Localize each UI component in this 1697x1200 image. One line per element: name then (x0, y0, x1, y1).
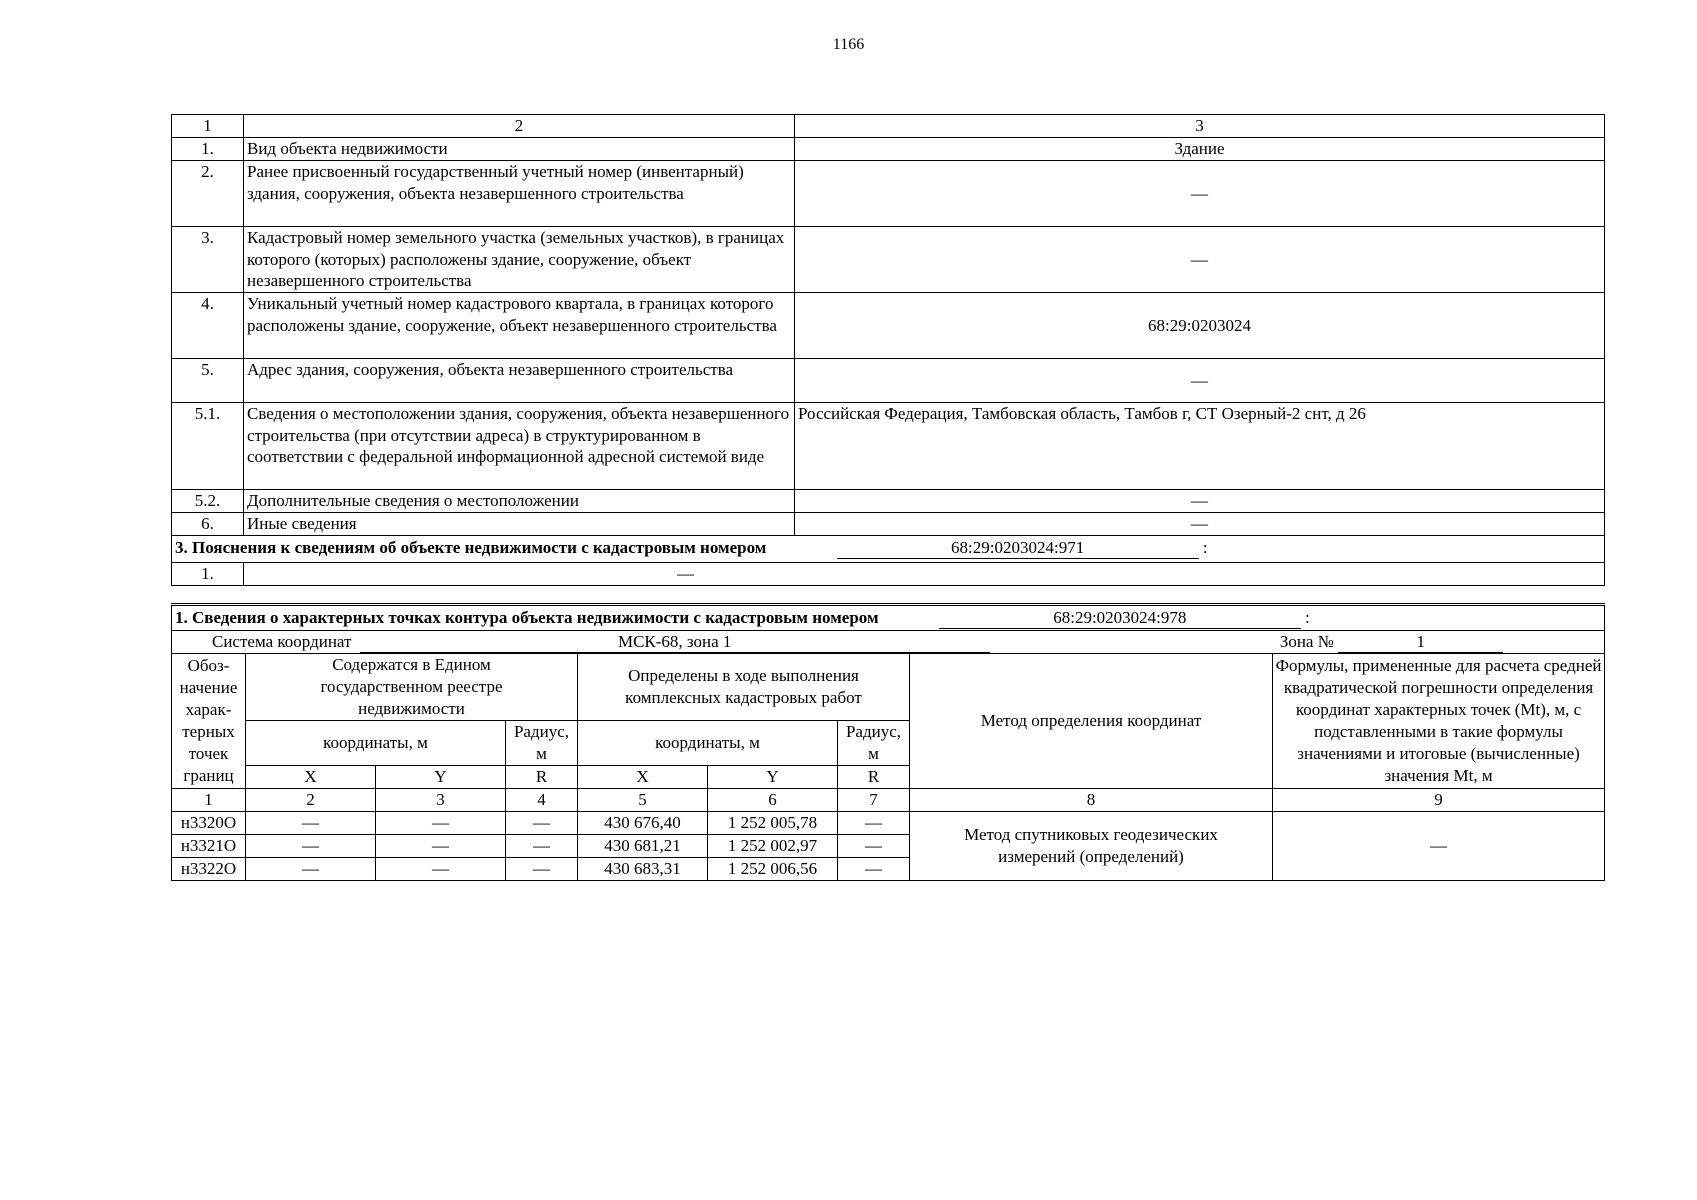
zone-value: 1 (1338, 632, 1503, 653)
col-number: 4 (506, 789, 578, 812)
row-value: Российская Федерация, Тамбовская область, Тамбов г, СТ Озерный-2 снт, д 26 (795, 403, 1605, 490)
row-value: — (795, 227, 1605, 293)
table-row (172, 812, 1605, 835)
point-x: 430 683,31 (578, 858, 708, 881)
col-number: 2 (246, 789, 376, 812)
col-number: 9 (1273, 789, 1605, 812)
table-row (172, 138, 1605, 161)
coords-header-determined: координаты, м (578, 721, 838, 766)
col-number: 3 (376, 789, 506, 812)
y-header: Y (708, 766, 838, 789)
coord-system-row (172, 631, 1605, 654)
section3-title: 3. Пояснения к сведениям об объекте недвижимости с кадастровым номером (175, 538, 767, 557)
point-r: — (838, 835, 910, 858)
header-row (172, 115, 1605, 138)
r-header: R (506, 766, 578, 789)
row-label: Уникальный учетный номер кадастрового квартала, в границах которого расположены здание, сооружение, объект незавершенного строительства (244, 293, 795, 359)
x-header: X (578, 766, 708, 789)
row-number: 5.1. (172, 403, 244, 490)
in-egrn-header: Содержатся в Едином государственном реестре недвижимости (246, 654, 578, 721)
row-label: Адрес здания, сооружения, объекта незавершенного строительства (244, 359, 795, 403)
r-header: R (838, 766, 910, 789)
point-y-egrn: — (376, 835, 506, 858)
row-label: Дополнительные сведения о местоположении (244, 490, 795, 513)
points-suffix: : (1305, 608, 1310, 627)
row-value: — (795, 513, 1605, 536)
column-number-row (172, 789, 1605, 812)
row-label: Иные сведения (244, 513, 795, 536)
section3-cadastral-number: 68:29:0203024:971 (837, 538, 1199, 559)
page-number: 1166 (832, 36, 865, 53)
col-header-1: 1 (172, 115, 244, 138)
row-number: 2. (172, 161, 244, 227)
row-label: Сведения о местоположении здания, сооружения, объекта незавершенного строительства (при отсутствии адреса) в структурированном в соответствии с федеральной информационной адресной системой виде (244, 403, 795, 490)
point-x-egrn: — (246, 858, 376, 881)
designation-header: Обоз-начение харак-терных точек границ (172, 654, 246, 789)
coord-system-label: Система координат (212, 632, 352, 651)
row-number: 5.2. (172, 490, 244, 513)
point-x: 430 676,40 (578, 812, 708, 835)
section3-row (172, 563, 1605, 586)
points-title-row (172, 605, 1605, 631)
point-y: 1 252 005,78 (708, 812, 838, 835)
point-y: 1 252 002,97 (708, 835, 838, 858)
method-header: Метод определения координат (910, 654, 1273, 789)
col-number: 7 (838, 789, 910, 812)
point-y-egrn: — (376, 812, 506, 835)
row-label: Кадастровый номер земельного участка (земельных участков), в границах которого (которых) расположены здание, сооружение, объект незавершенного строительства (244, 227, 795, 293)
point-id: н3322О (172, 858, 246, 881)
row-number: 1. (172, 563, 244, 586)
table-row (172, 490, 1605, 513)
point-r-egrn: — (506, 812, 578, 835)
x-header: X (246, 766, 376, 789)
determined-header: Определены в ходе выполнения комплексных кадастровых работ (578, 654, 910, 721)
radius-header-egrn: Радиус, м (506, 721, 578, 766)
section3-title-row (172, 536, 1605, 563)
point-y-egrn: — (376, 858, 506, 881)
object-info-table (171, 114, 1605, 586)
row-value: — (795, 161, 1605, 227)
table-row (172, 293, 1605, 359)
method-value: Метод спутниковых геодезических измерений (определений) (910, 812, 1273, 881)
table-row (172, 403, 1605, 490)
point-r-egrn: — (506, 858, 578, 881)
formulas-value: — (1273, 812, 1605, 881)
points-cadastral-number: 68:29:0203024:978 (939, 608, 1301, 629)
row-label: Ранее присвоенный государственный учетный номер (инвентарный) здания, сооружения, объекта незавершенного строительства (244, 161, 795, 227)
point-y: 1 252 006,56 (708, 858, 838, 881)
point-x-egrn: — (246, 812, 376, 835)
table-row (172, 513, 1605, 536)
coord-system-value: МСК-68, зона 1 (360, 632, 990, 653)
row-number: 6. (172, 513, 244, 536)
point-r: — (838, 812, 910, 835)
col-number: 5 (578, 789, 708, 812)
row-value: — (244, 563, 1605, 586)
point-r: — (838, 858, 910, 881)
row-value: — (795, 490, 1605, 513)
col-number: 1 (172, 789, 246, 812)
row-value: — (795, 359, 1605, 403)
row-number: 4. (172, 293, 244, 359)
point-r-egrn: — (506, 835, 578, 858)
radius-header-determined: Радиус, м (838, 721, 910, 766)
table-row (172, 227, 1605, 293)
row-number: 3. (172, 227, 244, 293)
point-x-egrn: — (246, 835, 376, 858)
col-header-2: 2 (244, 115, 795, 138)
table-row (172, 161, 1605, 227)
point-id: н3321О (172, 835, 246, 858)
col-number: 6 (708, 789, 838, 812)
point-id: н3320О (172, 812, 246, 835)
zone-label: Зона № (1279, 632, 1334, 651)
point-x: 430 681,21 (578, 835, 708, 858)
header-row-1 (172, 654, 1605, 721)
row-number: 1. (172, 138, 244, 161)
row-label: Вид объекта недвижимости (244, 138, 795, 161)
table-row (172, 359, 1605, 403)
col-header-3: 3 (795, 115, 1605, 138)
section3-suffix: : (1202, 538, 1208, 557)
coords-header-egrn: координаты, м (246, 721, 506, 766)
contour-points-table (171, 603, 1605, 881)
points-section-title: 1. Сведения о характерных точках контура объекта недвижимости с кадастровым номером (175, 608, 879, 627)
row-value: Здание (795, 138, 1605, 161)
y-header: Y (376, 766, 506, 789)
col-number: 8 (910, 789, 1273, 812)
formulas-header: Формулы, примененные для расчета средней квадратической погрешности определения координат характерных точек (Mt), м, с подставленными в такие формулы значениями и итоговые (вычисленные) значения Mt, м (1273, 654, 1605, 789)
row-number: 5. (172, 359, 244, 403)
row-value: 68:29:0203024 (795, 293, 1605, 359)
